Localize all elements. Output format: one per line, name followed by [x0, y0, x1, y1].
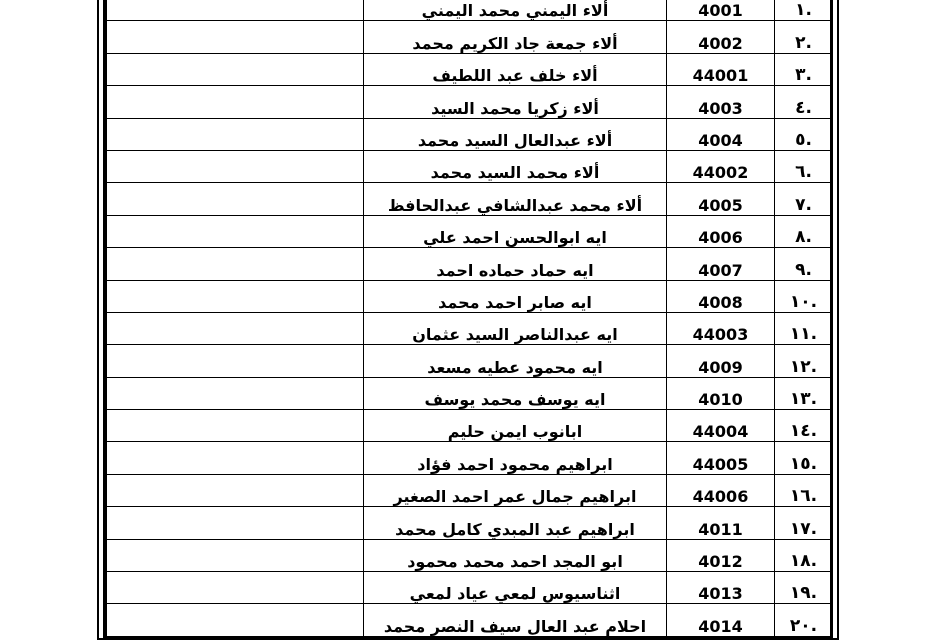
blank-cell — [107, 53, 364, 85]
student-code: 4008 — [667, 280, 775, 312]
student-code: 4009 — [667, 345, 775, 377]
table-row — [107, 377, 833, 409]
table-row — [107, 118, 833, 150]
student-code: 44006 — [667, 474, 775, 506]
student-name: ايه يوسف محمد يوسف — [364, 377, 667, 409]
student-code: 44002 — [667, 150, 775, 182]
student-name: ألاء اليمني محمد اليمني — [364, 0, 667, 21]
student-name: ألاء محمد السيد محمد — [364, 150, 667, 182]
table-row — [107, 474, 833, 506]
row-number: .٩ — [775, 248, 833, 280]
student-code: 44004 — [667, 410, 775, 442]
row-number: .١٢ — [775, 345, 833, 377]
blank-cell — [107, 345, 364, 377]
blank-cell — [107, 118, 364, 150]
row-number: .٣ — [775, 53, 833, 85]
student-name: ابراهيم عبد المبدي كامل محمد — [364, 507, 667, 539]
student-name: احلام عبد العال سيف النصر محمد — [364, 604, 667, 636]
blank-cell — [107, 572, 364, 604]
student-name: ألاء زكريا محمد السيد — [364, 86, 667, 118]
table-row — [107, 572, 833, 604]
table-row — [107, 604, 833, 636]
student-code: 44005 — [667, 442, 775, 474]
table-row — [107, 507, 833, 539]
table-row — [107, 53, 833, 85]
blank-cell — [107, 150, 364, 182]
student-name: ألاء محمد عبدالشافي عبدالحافظ — [364, 183, 667, 215]
blank-cell — [107, 410, 364, 442]
student-name: ابراهيم محمود احمد فؤاد — [364, 442, 667, 474]
student-roster-table — [106, 0, 833, 637]
student-code: 4013 — [667, 572, 775, 604]
table-row — [107, 0, 833, 21]
student-code: 4006 — [667, 215, 775, 247]
student-name: ايه ابوالحسن احمد علي — [364, 215, 667, 247]
student-name: ايه صابر احمد محمد — [364, 280, 667, 312]
row-number: .١ — [775, 0, 833, 21]
student-name: اثناسيوس لمعي عياد لمعي — [364, 572, 667, 604]
row-number: .٥ — [775, 118, 833, 150]
roster-body — [107, 0, 833, 636]
table-row — [107, 312, 833, 344]
row-number: .١٩ — [775, 572, 833, 604]
student-code: 4004 — [667, 118, 775, 150]
table-row — [107, 86, 833, 118]
row-number: .٢٠ — [775, 604, 833, 636]
student-code: 4011 — [667, 507, 775, 539]
blank-cell — [107, 0, 364, 21]
row-number: .١٧ — [775, 507, 833, 539]
row-number: .٨ — [775, 215, 833, 247]
blank-cell — [107, 280, 364, 312]
student-code: 44003 — [667, 312, 775, 344]
blank-cell — [107, 183, 364, 215]
table-row — [107, 280, 833, 312]
student-name: ألاء جمعة جاد الكريم محمد — [364, 21, 667, 53]
blank-cell — [107, 507, 364, 539]
table-row — [107, 248, 833, 280]
row-number: .٤ — [775, 86, 833, 118]
row-number: .٢ — [775, 21, 833, 53]
student-code: 4007 — [667, 248, 775, 280]
table-row — [107, 539, 833, 571]
student-code: 4003 — [667, 86, 775, 118]
blank-cell — [107, 604, 364, 636]
blank-cell — [107, 312, 364, 344]
table-row — [107, 215, 833, 247]
blank-cell — [107, 442, 364, 474]
table-row — [107, 442, 833, 474]
student-code: 4010 — [667, 377, 775, 409]
row-number: .١٤ — [775, 410, 833, 442]
row-number: .٦ — [775, 150, 833, 182]
blank-cell — [107, 377, 364, 409]
row-number: .١٠ — [775, 280, 833, 312]
table-row — [107, 183, 833, 215]
student-code: 4001 — [667, 0, 775, 21]
blank-cell — [107, 474, 364, 506]
student-code: 4014 — [667, 604, 775, 636]
blank-cell — [107, 215, 364, 247]
student-name: ألاء عبدالعال السيد محمد — [364, 118, 667, 150]
table-row — [107, 150, 833, 182]
student-name: ابو المجد احمد محمد محمود — [364, 539, 667, 571]
row-number: .١١ — [775, 312, 833, 344]
row-number: .١٣ — [775, 377, 833, 409]
table-row — [107, 345, 833, 377]
student-name: ايه عبدالناصر السيد عثمان — [364, 312, 667, 344]
row-number: .١٦ — [775, 474, 833, 506]
blank-cell — [107, 539, 364, 571]
student-code: 4012 — [667, 539, 775, 571]
row-number: .١٨ — [775, 539, 833, 571]
student-name: ابراهيم جمال عمر احمد الصغير — [364, 474, 667, 506]
student-name: ابانوب ايمن حليم — [364, 410, 667, 442]
blank-cell — [107, 248, 364, 280]
student-name: ايه حماد حماده احمد — [364, 248, 667, 280]
row-number: .٧ — [775, 183, 833, 215]
row-number: .١٥ — [775, 442, 833, 474]
student-name: ألاء خلف عبد اللطيف — [364, 53, 667, 85]
student-name: ايه محمود عطيه مسعد — [364, 345, 667, 377]
student-code: 4005 — [667, 183, 775, 215]
student-code: 44001 — [667, 53, 775, 85]
table-row — [107, 21, 833, 53]
student-code: 4002 — [667, 21, 775, 53]
blank-cell — [107, 21, 364, 53]
table-row — [107, 410, 833, 442]
blank-cell — [107, 86, 364, 118]
